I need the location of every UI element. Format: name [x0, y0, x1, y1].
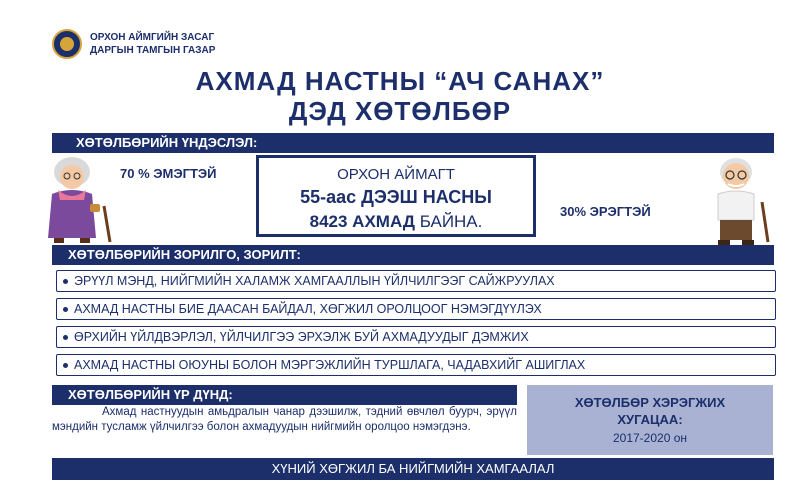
result-heading: ХӨТӨЛБӨРИЙН ҮР ДҮНД:: [52, 385, 517, 405]
box-line-3-rest: БАЙНА.: [414, 212, 483, 231]
bullet-icon: [63, 335, 68, 340]
goal-item: [56, 354, 776, 376]
basis-heading: ХӨТӨЛБӨРИЙН ҮНДЭСЛЭЛ:: [52, 133, 774, 153]
elderly-woman-illustration: [30, 150, 118, 246]
org-line-2: ДАРГЫН ТАМГЫН ГАЗАР: [90, 45, 216, 56]
goals-heading: ХӨТӨЛБӨРИЙН ЗОРИЛГО, ЗОРИЛТ:: [52, 245, 774, 265]
elderly-count-box: [256, 155, 536, 237]
box-line-2: 55-аас ДЭЭШ НАСНЫ: [300, 187, 492, 207]
goal-text: АХМАД НАСТНЫ ОЮУНЫ БОЛОН МЭРГЭЖЛИЙН ТУРШЛАГА, ЧАДАВХИЙГ АШИГЛАХ: [74, 358, 586, 372]
title-line-2: ДЭД ХӨТӨЛБӨР: [288, 96, 512, 126]
elderly-count: 8423 АХМАД: [309, 212, 415, 231]
box-line-3: [259, 212, 533, 232]
goal-item: [56, 326, 776, 348]
org-line-1: ОРХОН АЙМГИЙН ЗАСАГ: [90, 32, 215, 43]
duration-line-1: ХӨТӨЛБӨР ХЭРЭГЖИХ: [574, 395, 726, 410]
goal-item: [56, 270, 776, 292]
title-line-1: АХМАД НАСТНЫ “АЧ САНАХ”: [195, 66, 605, 96]
elderly-man-illustration: [694, 150, 782, 246]
bullet-icon: [63, 363, 68, 368]
goal-text: АХМАД НАСТНЫ БИЕ ДААСАН БАЙДАЛ, ХӨГЖИЛ ОРОЛЦООГ НЭМЭГДҮҮЛЭХ: [74, 302, 542, 316]
footer-banner: ХҮНИЙ ХӨГЖИЛ БА НИЙГМИЙН ХАМГААЛАЛ: [52, 458, 774, 480]
bullet-icon: [63, 307, 68, 312]
duration-box: [527, 385, 773, 455]
duration-period: 2017-2020 он: [612, 431, 688, 445]
goal-text: ӨРХИЙН ҮЙЛДВЭРЛЭЛ, ҮЙЛЧИЛГЭЭ ЭРХЭЛЖ БУЙ АХМАДУУДЫГ ДЭМЖИХ: [74, 330, 529, 344]
female-stat: 70 % ЭМЭГТЭЙ: [120, 166, 217, 181]
box-line-1: ОРХОН АЙМАГТ: [337, 166, 455, 183]
emblem-icon: [52, 29, 82, 59]
result-text: Ахмад настнуудын амьдралын чанар дээшилж, тэдний өвчлөл буурч, эрүүл мэндийн тусламж үйлчилгээ болон ахмадуудын нийгмийн оролцоо нэмэгдэнэ.: [52, 406, 517, 433]
bullet-icon: [63, 279, 68, 284]
organization-name: [90, 31, 215, 57]
goal-item: [56, 298, 776, 320]
duration-line-2: ХУГАЦАА:: [617, 412, 683, 427]
goal-text: ЭРҮҮЛ МЭНД, НИЙГМИЙН ХАЛАМЖ ХАМГААЛЛЫН ҮЙЛЧИЛГЭЭГ САЙЖРУУЛАХ: [74, 274, 555, 288]
male-stat: 30% ЭРЭГТЭЙ: [560, 204, 651, 219]
